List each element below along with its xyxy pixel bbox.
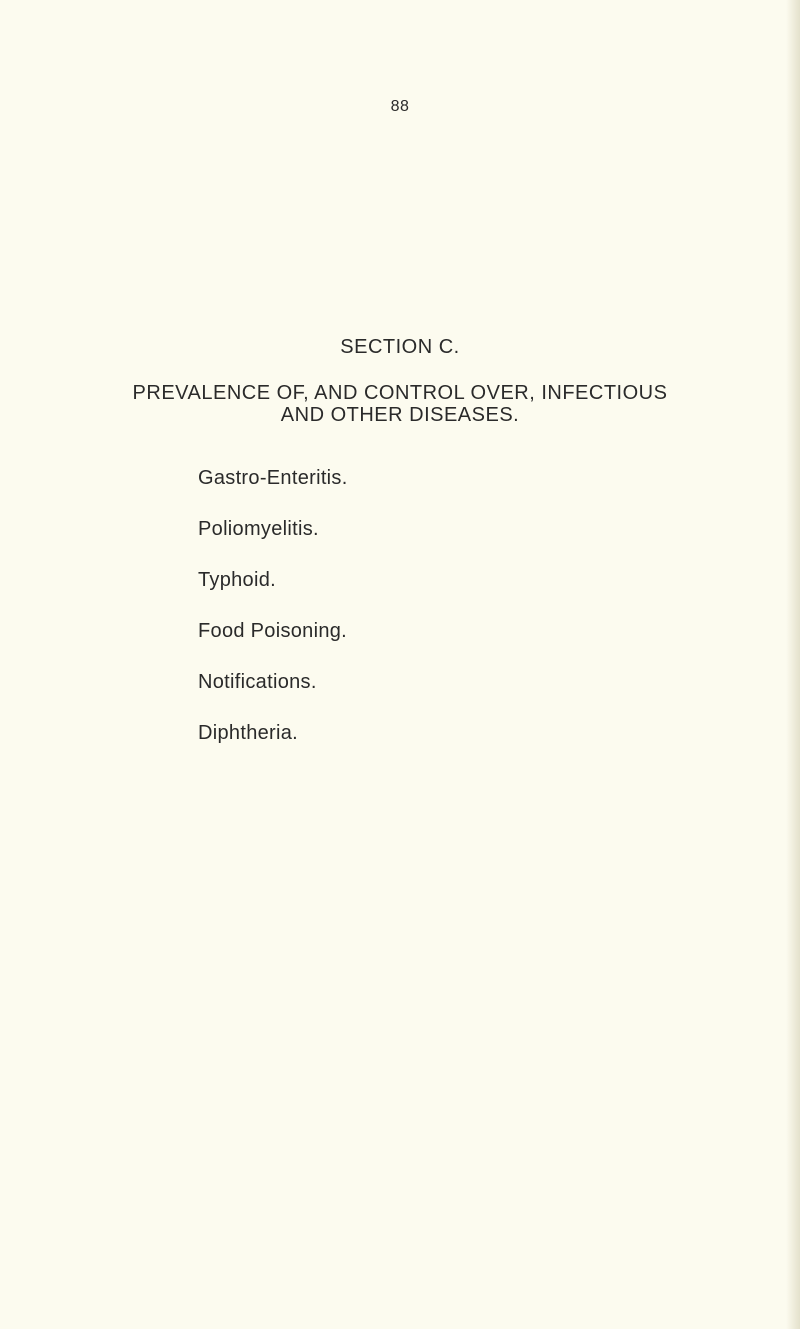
topic-item-poliomyelitis: Poliomyelitis. xyxy=(198,518,319,540)
topic-item-diphtheria: Diphtheria. xyxy=(198,722,299,744)
topic-item-typhoid: Typhoid. xyxy=(198,569,277,591)
topic-list xyxy=(198,468,348,774)
topic-item-gastro-enteritis: Gastro-Enteritis. xyxy=(198,467,348,489)
section-heading xyxy=(0,382,800,426)
section-heading-line-2: AND OTHER DISEASES. xyxy=(280,404,520,426)
section-heading-line-1: PREVALENCE OF, AND CONTROL OVER, INFECTIOUS xyxy=(132,382,668,404)
page-edge-shadow xyxy=(786,0,800,1329)
page-number: 88 xyxy=(390,98,410,115)
topic-item-notifications: Notifications. xyxy=(198,671,317,693)
topic-item-food-poisoning: Food Poisoning. xyxy=(198,620,348,642)
section-title: SECTION C. xyxy=(340,336,460,358)
